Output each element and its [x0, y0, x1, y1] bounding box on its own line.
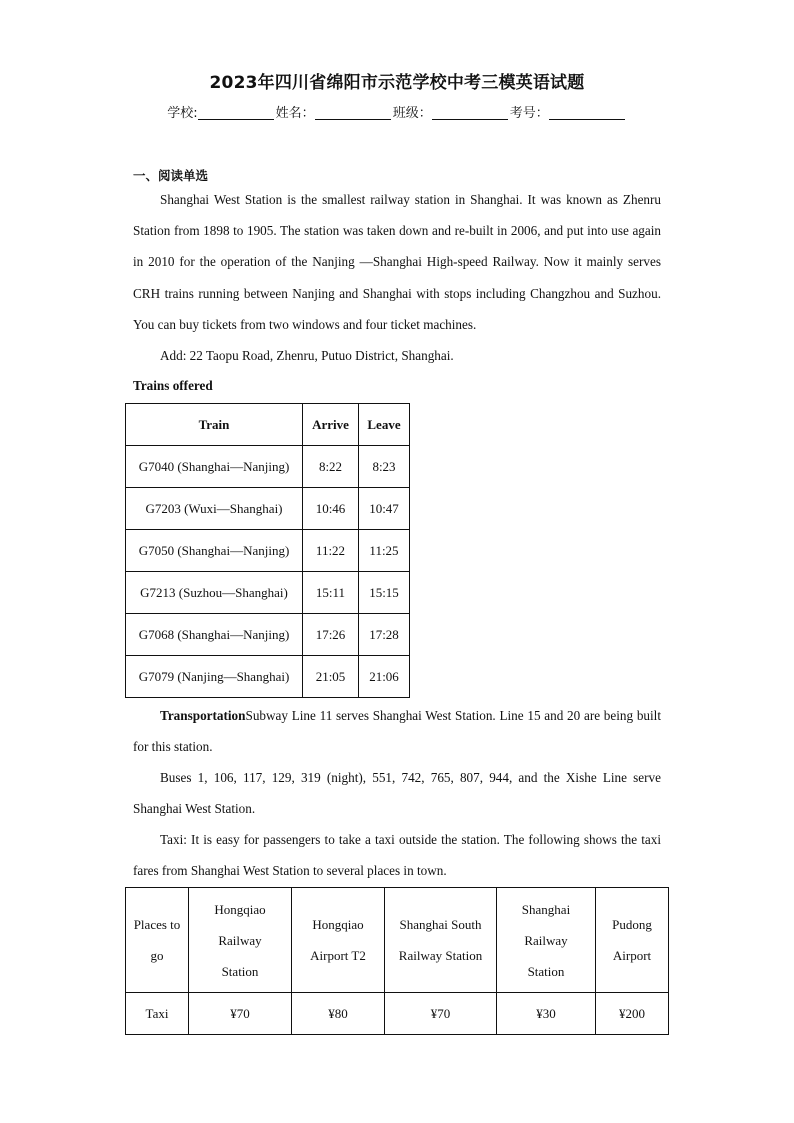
fare-row-label: Taxi [126, 993, 189, 1035]
fares-header-row [126, 888, 669, 993]
table-row [126, 993, 669, 1035]
train-cell: G7068 (Shanghai—Nanjing) [126, 614, 303, 656]
taxi-paragraph: Taxi: It is easy for passengers to take a taxi outside the station. The following shows the taxi fares from Shanghai West Station to several places in town. [133, 832, 661, 879]
section-heading: 一、阅读单选 [133, 168, 209, 183]
taxi-fares-table [125, 887, 669, 1035]
table-row [126, 656, 410, 698]
train-cell: G7213 (Suzhou—Shanghai) [126, 572, 303, 614]
train-cell: G7079 (Nanjing—Shanghai) [126, 656, 303, 698]
name-label: 姓名： [275, 106, 315, 121]
fare-cell: ¥80 [292, 993, 385, 1035]
leave-cell: 10:47 [359, 488, 410, 530]
destination-header: Shanghai South Railway Station [385, 888, 497, 993]
fare-cell: ¥200 [596, 993, 669, 1035]
buses-paragraph: Buses 1, 106, 117, 129, 319 (night), 551, 742, 765, 807, 944, and the Xishe Line serve Shanghai West Station. [133, 770, 661, 817]
trains-heading: Trains offered [133, 378, 213, 393]
fare-cell: ¥70 [385, 993, 497, 1035]
transportation-text: Subway Line 11 serves Shanghai West Station. Line 15 and 20 are being built for this station. [133, 708, 661, 755]
table-row [126, 614, 410, 656]
destination-header: Hongqiao Railway Station [189, 888, 292, 993]
arrive-cell: 8:22 [303, 446, 359, 488]
address-paragraph: Add: 22 Taopu Road, Zhenru, Putuo District, Shanghai. [160, 348, 454, 363]
destination-header: Shanghai Railway Station [497, 888, 596, 993]
arrive-header: Arrive [303, 404, 359, 446]
fare-cell: ¥70 [189, 993, 292, 1035]
arrive-cell: 21:05 [303, 656, 359, 698]
class-field[interactable] [432, 106, 508, 120]
destination-header: Pudong Airport [596, 888, 669, 993]
student-info-line [0, 102, 794, 121]
table-row [126, 572, 410, 614]
trains-header-row [126, 404, 410, 446]
class-label: 班级： [392, 106, 432, 121]
leave-header: Leave [359, 404, 410, 446]
train-cell: G7040 (Shanghai—Nanjing) [126, 446, 303, 488]
arrive-cell: 17:26 [303, 614, 359, 656]
train-cell: G7050 (Shanghai—Nanjing) [126, 530, 303, 572]
arrive-cell: 15:11 [303, 572, 359, 614]
table-row [126, 446, 410, 488]
places-header: Places to go [126, 888, 189, 993]
train-cell: G7203 (Wuxi—Shanghai) [126, 488, 303, 530]
transportation-label: Transportation [160, 708, 246, 723]
page-title: 2023年四川省绵阳市示范学校中考三模英语试题 [209, 73, 585, 93]
transportation-paragraph [133, 700, 661, 762]
name-field[interactable] [315, 106, 391, 120]
leave-cell: 15:15 [359, 572, 410, 614]
train-header: Train [126, 404, 303, 446]
table-row [126, 530, 410, 572]
school-field[interactable] [198, 106, 274, 120]
leave-cell: 8:23 [359, 446, 410, 488]
trains-table [125, 403, 410, 698]
arrive-cell: 11:22 [303, 530, 359, 572]
number-field[interactable] [549, 106, 625, 120]
leave-cell: 17:28 [359, 614, 410, 656]
number-label: 考号： [509, 106, 549, 121]
intro-paragraph: Shanghai West Station is the smallest railway station in Shanghai. It was known as Zhenru Station from 1898 to 1905. The station was taken down and re-built in 2006, and put into use again in 2010 for the operation of the Nanjing —Shanghai High-speed Railway. Now it mainly serves CRH trains running between Nanjing and Shanghai with stops including Changzhou and Suzhou. You can buy tickets from two windows and four ticket machines. [133, 192, 661, 332]
destination-header: Hongqiao Airport T2 [292, 888, 385, 993]
leave-cell: 21:06 [359, 656, 410, 698]
leave-cell: 11:25 [359, 530, 410, 572]
table-row [126, 488, 410, 530]
fare-cell: ¥30 [497, 993, 596, 1035]
arrive-cell: 10:46 [303, 488, 359, 530]
school-label: 学校: [167, 106, 198, 121]
